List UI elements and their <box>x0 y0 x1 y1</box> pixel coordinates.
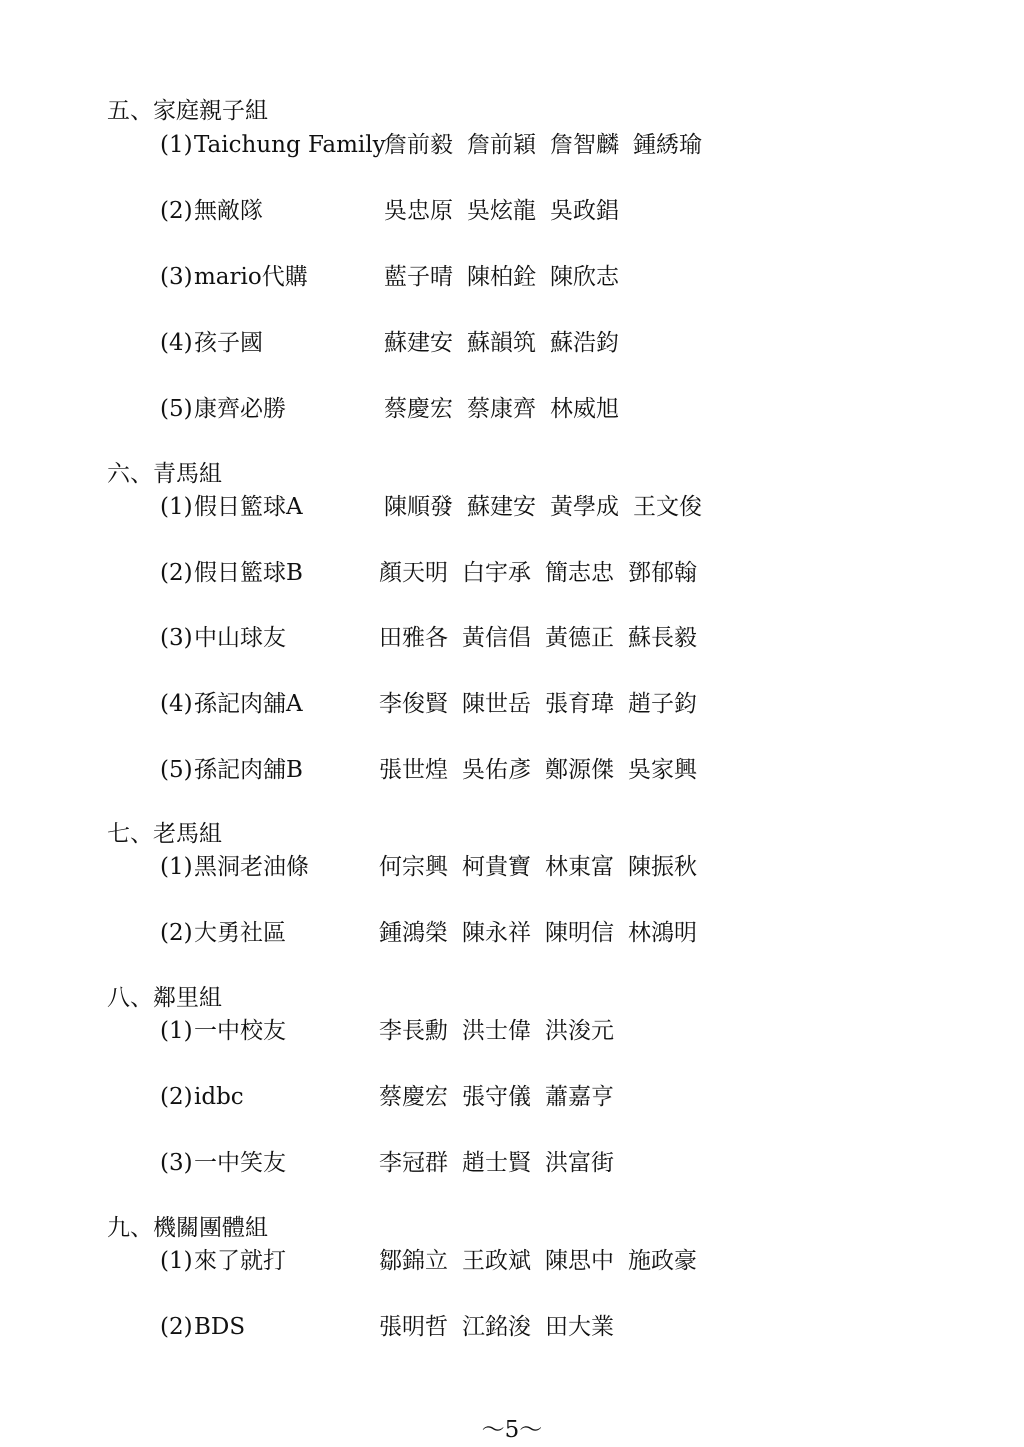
team-number: (2) <box>160 1084 193 1110</box>
member-name: 黃學成 <box>550 494 619 520</box>
team-name: 黑洞老油條 <box>194 854 309 880</box>
team-name: idbc <box>194 1084 244 1110</box>
member-name: 白宇承 <box>462 560 531 586</box>
member-name: 李俊賢 <box>379 691 448 717</box>
team-row <box>160 492 980 522</box>
team-number: (3) <box>160 1150 193 1176</box>
team-name: 康齊必勝 <box>194 396 286 422</box>
member-name: 林東富 <box>545 854 614 880</box>
team-name: mario代購 <box>194 264 308 290</box>
team-row <box>160 623 980 653</box>
team-name: BDS <box>194 1314 246 1340</box>
section-heading-organization: 九、機關團體組 <box>107 1215 268 1241</box>
member-name: 吳忠原 <box>384 198 453 224</box>
team-members <box>379 558 711 588</box>
team-name: 孫記肉舖B <box>194 757 303 783</box>
member-name: 吳政錩 <box>550 198 619 224</box>
team-members <box>379 755 711 785</box>
team-number: (1) <box>160 1248 193 1274</box>
member-name: 黃信倡 <box>462 625 531 651</box>
team-number: (1) <box>160 494 193 520</box>
member-name: 王政斌 <box>462 1248 531 1274</box>
team-members <box>379 1312 628 1342</box>
team-number: (1) <box>160 854 193 880</box>
member-name: 陳柏銓 <box>467 264 536 290</box>
member-name: 吳佑彥 <box>462 757 531 783</box>
team-members <box>379 623 711 653</box>
team-members <box>384 262 633 292</box>
team-number: (2) <box>160 920 193 946</box>
team-name: 一中校友 <box>194 1018 286 1044</box>
member-name: 張守儀 <box>462 1084 531 1110</box>
team-row <box>160 1148 980 1178</box>
member-name: 鄭源傑 <box>545 757 614 783</box>
team-members <box>384 328 633 358</box>
team-members <box>379 1246 711 1276</box>
section-heading-family: 五、家庭親子組 <box>107 98 268 124</box>
member-name: 吳炫龍 <box>467 198 536 224</box>
team-name: 一中笑友 <box>194 1150 286 1176</box>
section-heading-neighborhood: 八、鄰里組 <box>107 985 222 1011</box>
member-name: 藍子晴 <box>384 264 453 290</box>
member-name: 王文俊 <box>633 494 702 520</box>
team-number: (2) <box>160 198 193 224</box>
member-name: 顏天明 <box>379 560 448 586</box>
team-members <box>379 852 711 882</box>
member-name: 蘇建安 <box>384 330 453 356</box>
team-name: 假日籃球A <box>194 494 303 520</box>
team-row <box>160 394 980 424</box>
team-row <box>160 1016 980 1046</box>
page-number: ～5～ <box>481 1417 543 1443</box>
team-number: (3) <box>160 625 193 651</box>
member-name: 詹智麟 <box>550 132 619 158</box>
member-name: 簡志忠 <box>545 560 614 586</box>
section-heading-young: 六、青馬組 <box>107 461 222 487</box>
member-name: 林鴻明 <box>628 920 697 946</box>
team-number: (4) <box>160 330 193 356</box>
team-number: (4) <box>160 691 193 717</box>
team-row <box>160 328 980 358</box>
team-members <box>384 130 716 160</box>
member-name: 陳世岳 <box>462 691 531 717</box>
team-row <box>160 558 980 588</box>
member-name: 柯貴寶 <box>462 854 531 880</box>
member-name: 鄧郁翰 <box>628 560 697 586</box>
member-name: 陳思中 <box>545 1248 614 1274</box>
member-name: 林威旭 <box>550 396 619 422</box>
member-name: 陳欣志 <box>550 264 619 290</box>
team-name: 假日籃球B <box>194 560 303 586</box>
member-name: 洪浚元 <box>545 1018 614 1044</box>
member-name: 施政豪 <box>628 1248 697 1274</box>
member-name: 詹前穎 <box>467 132 536 158</box>
team-name: 來了就打 <box>194 1248 286 1274</box>
member-name: 陳明信 <box>545 920 614 946</box>
member-name: 蘇長毅 <box>628 625 697 651</box>
team-members <box>384 492 716 522</box>
team-number: (1) <box>160 1018 193 1044</box>
member-name: 蘇建安 <box>467 494 536 520</box>
team-number: (2) <box>160 1314 193 1340</box>
member-name: 蔡慶宏 <box>379 1084 448 1110</box>
team-row <box>160 852 980 882</box>
team-members <box>384 394 633 424</box>
team-row <box>160 1082 980 1112</box>
member-name: 張明哲 <box>379 1314 448 1340</box>
team-number: (5) <box>160 396 193 422</box>
member-name: 吳家興 <box>628 757 697 783</box>
team-name: Taichung Family <box>194 132 386 158</box>
member-name: 張育瑋 <box>545 691 614 717</box>
member-name: 趙子鈞 <box>628 691 697 717</box>
member-name: 江銘浚 <box>462 1314 531 1340</box>
team-name: 孩子國 <box>194 330 263 356</box>
team-name: 孫記肉舖A <box>194 691 303 717</box>
team-members <box>379 918 711 948</box>
member-name: 田大業 <box>545 1314 614 1340</box>
member-name: 鍾鴻榮 <box>379 920 448 946</box>
team-row <box>160 1246 980 1276</box>
team-name: 大勇社區 <box>194 920 286 946</box>
member-name: 陳永祥 <box>462 920 531 946</box>
member-name: 鍾綉瑜 <box>633 132 702 158</box>
member-name: 蔡慶宏 <box>384 396 453 422</box>
member-name: 蕭嘉亨 <box>545 1084 614 1110</box>
team-row <box>160 262 980 292</box>
team-members <box>379 1148 628 1178</box>
member-name: 蘇韻筑 <box>467 330 536 356</box>
team-row <box>160 755 980 785</box>
member-name: 蘇浩鈞 <box>550 330 619 356</box>
team-name: 無敵隊 <box>194 198 263 224</box>
member-name: 李長勳 <box>379 1018 448 1044</box>
team-name: 中山球友 <box>194 625 286 651</box>
team-members <box>379 689 711 719</box>
section-heading-senior: 七、老馬組 <box>107 821 222 847</box>
member-name: 詹前毅 <box>384 132 453 158</box>
team-row <box>160 1312 980 1342</box>
team-row <box>160 130 980 160</box>
member-name: 李冠群 <box>379 1150 448 1176</box>
team-number: (3) <box>160 264 193 290</box>
team-row <box>160 196 980 226</box>
team-number: (2) <box>160 560 193 586</box>
team-row <box>160 689 980 719</box>
team-members <box>379 1082 628 1112</box>
member-name: 陳順發 <box>384 494 453 520</box>
team-number: (1) <box>160 132 193 158</box>
member-name: 何宗興 <box>379 854 448 880</box>
member-name: 張世煌 <box>379 757 448 783</box>
team-members <box>384 196 633 226</box>
member-name: 黃德正 <box>545 625 614 651</box>
member-name: 洪富街 <box>545 1150 614 1176</box>
member-name: 蔡康齊 <box>467 396 536 422</box>
member-name: 陳振秋 <box>628 854 697 880</box>
team-row <box>160 918 980 948</box>
team-number: (5) <box>160 757 193 783</box>
member-name: 鄒錦立 <box>379 1248 448 1274</box>
member-name: 洪士偉 <box>462 1018 531 1044</box>
member-name: 田雅各 <box>379 625 448 651</box>
team-members <box>379 1016 628 1046</box>
member-name: 趙士賢 <box>462 1150 531 1176</box>
